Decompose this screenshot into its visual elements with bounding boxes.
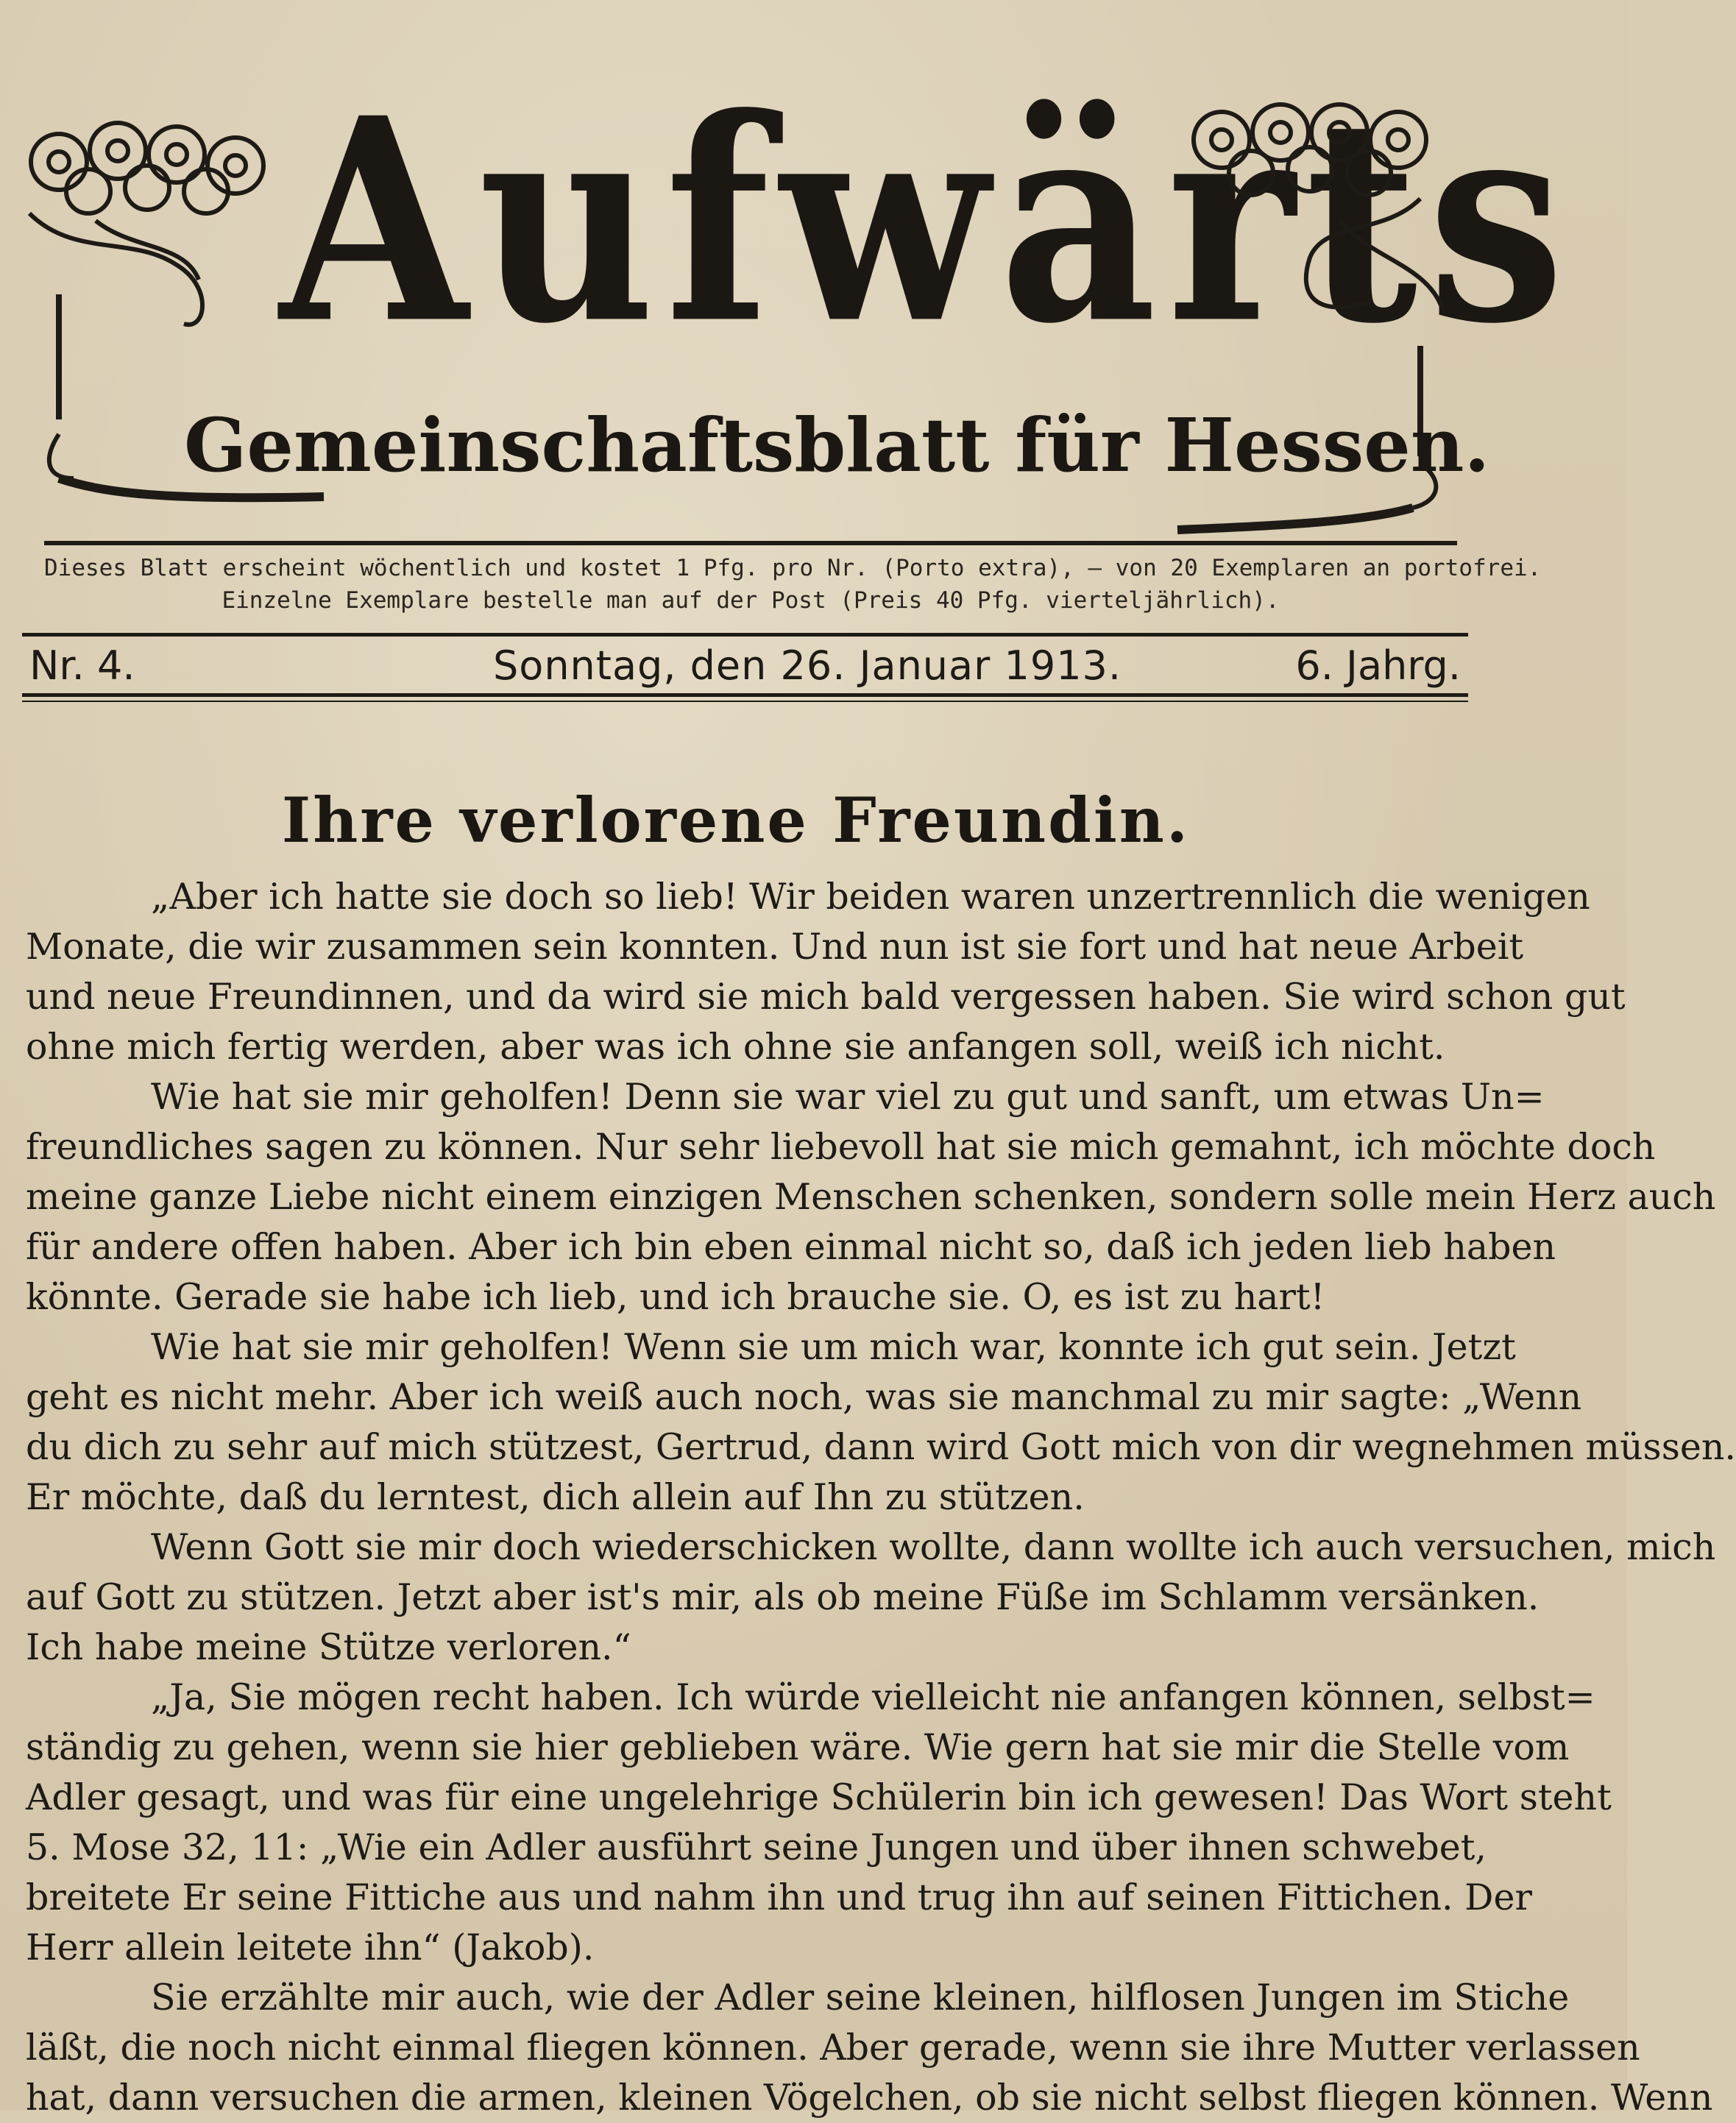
- text-line: Sie erzählte mir auch, wie der Adler seine kleinen, hilflosen Jungen im Stiche: [151, 1977, 1570, 2019]
- text-line: Er möchte, daß du lerntest, dich allein auf Ihn zu stützen.: [26, 1476, 1085, 1518]
- text-line: breitete Er seine Fittiche aus und nahm ihn und trug ihn auf seinen Fittichen. Der: [26, 1876, 1532, 1918]
- text-line: hat, dann versuchen die armen, kleinen Vögelchen, ob sie nicht selbst fliegen können. Wenn: [26, 2077, 1713, 2119]
- text-line: geht es nicht mehr. Aber ich weiß auch noch, was sie manchmal zu mir sagte: „Wenn: [26, 1376, 1582, 1418]
- text-line: für andere offen haben. Aber ich bin eben einmal nicht so, daß ich jeden lieb haben: [26, 1226, 1556, 1268]
- text-line: läßt, die noch nicht einmal fliegen können. Aber gerade, wenn sie ihre Mutter verlassen: [26, 2027, 1640, 2069]
- text-line: Monate, die wir zusammen sein konnten. Und nun ist sie fort und hat neue Arbeit: [26, 926, 1524, 968]
- text-line: ständig zu gehen, wenn sie hier geblieben wäre. Wie gern hat sie mir die Stelle vom: [26, 1726, 1570, 1768]
- subscription-notice: [44, 552, 1542, 617]
- text-line: Wie hat sie mir geholfen! Denn sie war viel zu gut und sanft, um etwas Un=: [151, 1076, 1545, 1118]
- article-paragraph: [26, 1523, 1716, 1673]
- text-line: Herr allein leitete ihn“ (Jakob).: [26, 1927, 595, 1968]
- masthead: [0, 0, 1627, 614]
- issue-rule-bottom: [22, 693, 1468, 697]
- notice-line: Dieses Blatt erscheint wöchentlich und kostet 1 Pfg. pro Nr. (Porto extra), — von 20 Exemplaren an portofrei.: [44, 555, 1542, 581]
- article-title: Ihre verlorene Freundin.: [281, 784, 1191, 857]
- issue-date: Sonntag, den 26. Januar 1913.: [493, 642, 1122, 689]
- issue-year: 6. Jahrg.: [1295, 642, 1461, 689]
- article-paragraph: [26, 872, 1626, 1072]
- text-line: könnte. Gerade sie habe ich lieb, und ich brauche sie. O, es ist zu hart!: [26, 1276, 1325, 1318]
- notice-line: Einzelne Exemplare bestelle man auf der Post (Preis 40 Pfg. vierteljährlich).: [222, 587, 1280, 614]
- text-line: meine ganze Liebe nicht einem einzigen Menschen schenken, sondern solle mein Herz auch: [26, 1176, 1716, 1218]
- text-line: ohne mich fertig werden, aber was ich ohne sie anfangen soll, weiß ich nicht.: [26, 1026, 1445, 1068]
- text-line: „Ja, Sie mögen recht haben. Ich würde vielleicht nie anfangen können, selbst=: [151, 1676, 1595, 1718]
- text-line: Ich habe meine Stütze verloren.“: [26, 1626, 631, 1668]
- article-body: [26, 872, 1736, 2123]
- article-paragraph: [26, 1072, 1716, 1322]
- text-line: 5. Mose 32, 11: „Wie ein Adler ausführt seine Jungen und über ihnen schwebet,: [26, 1826, 1487, 1868]
- newspaper-title: Aufwärts: [280, 56, 1575, 386]
- text-line: und neue Freundinnen, und da wird sie mich bald vergessen haben. Sie wird schon gut: [26, 976, 1626, 1018]
- text-line: Wie hat sie mir geholfen! Wenn sie um mich war, konnte ich gut sein. Jetzt: [151, 1326, 1516, 1368]
- text-line: Adler gesagt, und was für eine ungelehrige Schülerin bin ich gewesen! Das Wort steht: [26, 1776, 1612, 1818]
- issue-rule-bottom-thin: [22, 701, 1468, 702]
- issue-info-row: [22, 640, 1468, 692]
- article-paragraph: [26, 1322, 1736, 1523]
- article-paragraph: [26, 1673, 1612, 1973]
- text-line: auf Gott zu stützen. Jetzt aber ist's mir, als ob meine Füße im Schlamm versänken.: [26, 1576, 1540, 1618]
- issue-number: Nr. 4.: [29, 642, 135, 689]
- newspaper-subtitle: Gemeinschaftsblatt für Hessen.: [184, 402, 1490, 489]
- text-line: Wenn Gott sie mir doch wiederschicken wollte, dann wollte ich auch versuchen, mich: [151, 1526, 1716, 1568]
- floral-ornament-right-icon: [1177, 110, 1464, 567]
- floral-ornament-left-icon: [15, 110, 324, 567]
- text-line: freundliches sagen zu können. Nur sehr liebevoll hat sie mich gemahnt, ich möchte doch: [26, 1126, 1656, 1168]
- text-line: du dich zu sehr auf mich stützest, Gertrud, dann wird Gott mich von dir wegnehmen müssen.: [26, 1426, 1736, 1468]
- issue-rule-top: [22, 633, 1468, 637]
- masthead-divider: [44, 541, 1457, 545]
- article-paragraph: [26, 1973, 1713, 2123]
- text-line: „Aber ich hatte sie doch so lieb! Wir beiden waren unzertrennlich die wenigen: [151, 876, 1590, 918]
